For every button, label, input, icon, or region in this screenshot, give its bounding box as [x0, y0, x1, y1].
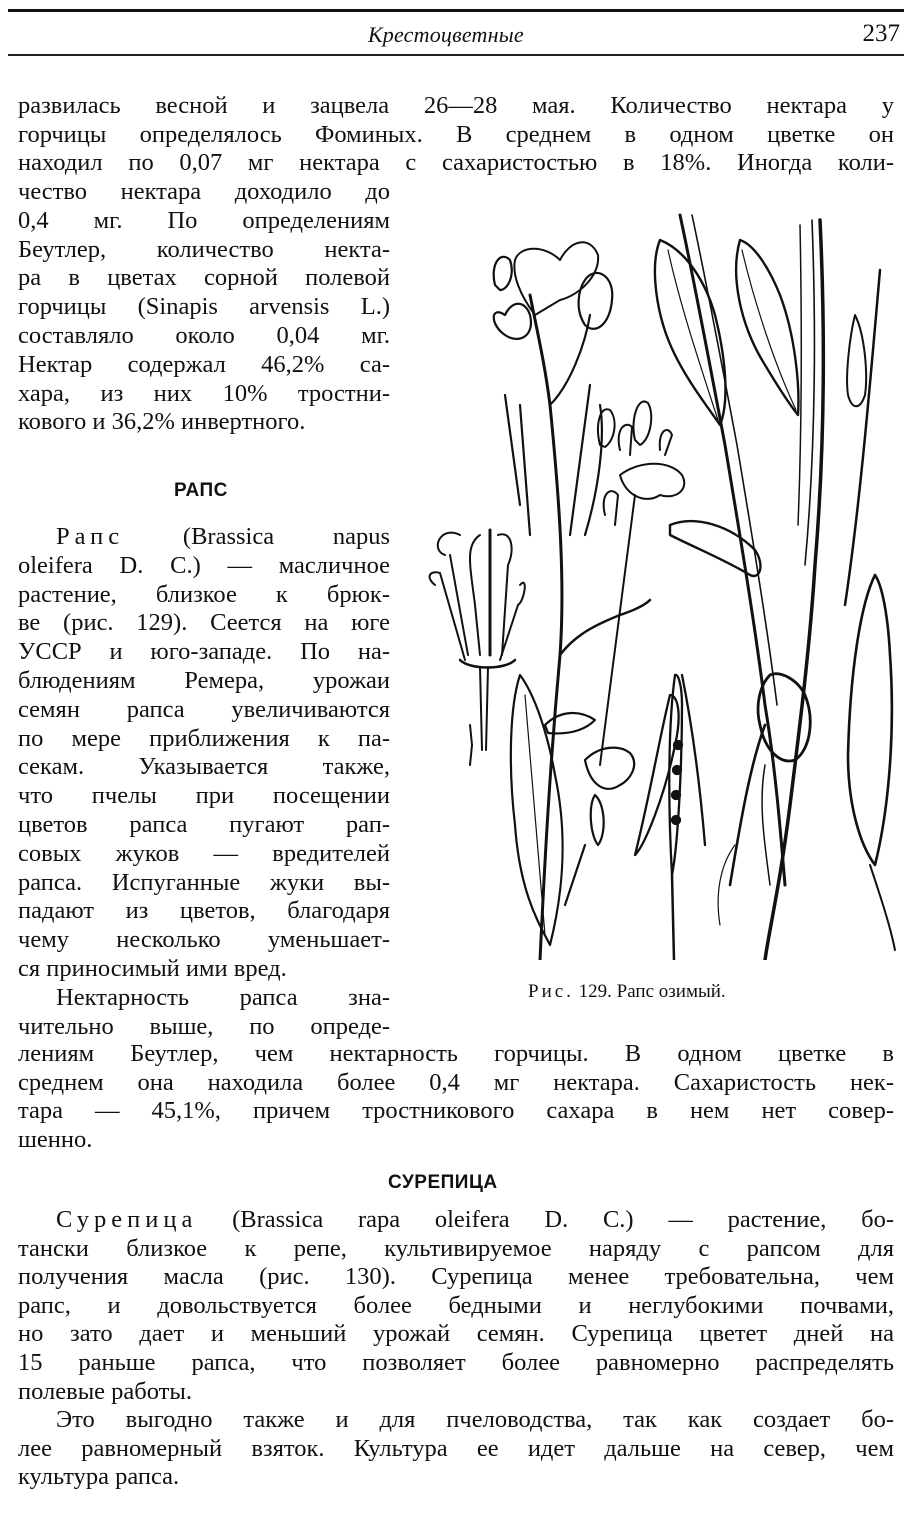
section-heading-surepitsa: СУРЕПИЦА	[388, 1172, 498, 1193]
running-head	[0, 20, 910, 50]
text-line: горчицы определялось Фоминых. В среднем в одном цветке он	[18, 120, 894, 148]
text-line: тара — 45,1%, причем тростникового сахара в нем нет совер-	[18, 1097, 894, 1125]
text-line: секам. Указывается также,	[18, 753, 390, 781]
text-fragment: (Brassica napus	[124, 523, 390, 550]
text-line: oleifera D. C.) — масличное	[18, 551, 390, 579]
text-line: Нектар содержал 46,2% са-	[18, 350, 390, 378]
text-line: Нектарность рапса зна-	[56, 983, 390, 1011]
text-line: получения масла (рис. 130). Сурепица менее требовательна, чем	[18, 1263, 894, 1291]
text-line: ра в цветах сорной полевой	[18, 264, 390, 292]
text-line: 0,4 мг. По определениям	[18, 206, 390, 234]
text-line: чему несколько уменьшает-	[18, 926, 390, 954]
text-line: блюдениям Ремера, урожаи	[18, 666, 390, 694]
text-line: но зато дает и меньший урожай семян. Сурепица цветет дней на	[18, 1320, 894, 1348]
text-line: Это выгодно также и для пчеловодства, так как создает бо-	[56, 1406, 894, 1434]
text-line: шенно.	[18, 1125, 93, 1153]
caption-prefix: Рис.	[528, 981, 574, 1002]
text-line: рапс, и довольствуется более бедными и неглубокими почвами,	[18, 1291, 894, 1319]
text-line: рапса. Испуганные жуки вы-	[18, 868, 390, 896]
text-line	[18, 1206, 894, 1235]
text-line: что пчелы при посещении	[18, 782, 390, 810]
lead-word: Рапс	[56, 523, 125, 550]
text-line: Беутлер, количество некта-	[18, 235, 390, 263]
running-title: Крестоцветные	[368, 22, 524, 47]
text-line: среднем она находила более 0,4 мг нектара. Сахаристость нек-	[18, 1068, 894, 1096]
text-line: 15 раньше рапса, что позволяет более равномерно распределять	[18, 1348, 894, 1376]
section-heading-raps: РАПС	[174, 480, 228, 501]
text-line: ве (рис. 129). Сеется на юге	[18, 609, 390, 637]
header-rule-top	[8, 9, 904, 12]
text-fragment: (Brassica rapa oleifera D. C.) — растение, бо-	[197, 1206, 894, 1233]
figure-129-rapeseed-illustration	[420, 205, 910, 960]
text-line: горчицы (Sinapis arvensis L.)	[18, 293, 390, 321]
text-line: совых жуков — вредителей	[18, 839, 390, 867]
surepitsa-paragraph	[18, 1206, 894, 1492]
text-line: ся приносимый ими вред.	[18, 954, 287, 982]
text-line: развилась весной и зацвела 26—28 мая. Количество нектара у	[18, 92, 894, 119]
text-line: лениям Беутлер, чем нектарность горчицы. В одном цветке в	[18, 1040, 894, 1067]
text-line: культура рапса.	[18, 1463, 180, 1491]
text-line	[18, 523, 390, 552]
text-line: полевые работы.	[18, 1377, 192, 1405]
raps-paragraph	[18, 523, 390, 1041]
text-line: чительно выше, по опреде-	[18, 1012, 390, 1040]
page-number: 237	[862, 20, 900, 47]
text-line: тански близкое к репе, культивируемое наряду с рапсом для	[18, 1234, 894, 1262]
text-line: хара, из них 10% тростни-	[18, 379, 390, 407]
text-line: чество нектара доходило до	[18, 178, 390, 205]
text-line: цветов рапса пугают рап-	[18, 810, 390, 838]
text-line: находил по 0,07 мг нектара с сахаристостью в 18%. Иногда коли-	[18, 149, 894, 177]
text-line: семян рапса увеличиваются	[18, 695, 390, 723]
figure-caption	[528, 981, 726, 1003]
header-rule-bottom	[8, 54, 904, 56]
text-line: УССР и юго-западе. По на-	[18, 638, 390, 666]
intro-column	[18, 178, 390, 437]
text-line: составляло около 0,04 мг.	[18, 321, 390, 349]
text-line: по мере приближения к па-	[18, 724, 390, 752]
text-line: кового и 36,2% инвертного.	[18, 408, 306, 436]
text-line: падают из цветов, благодаря	[18, 897, 390, 925]
raps-paragraph-2	[18, 1040, 894, 1154]
intro-paragraph	[18, 92, 894, 178]
text-line: лее равномерный взяток. Культура ее идет дальше на север, чем	[18, 1434, 894, 1462]
text-line: растение, близкое к брюк-	[18, 580, 390, 608]
caption-text: 129. Рапс озимый.	[573, 981, 726, 1002]
lead-word: Сурепица	[56, 1206, 198, 1233]
